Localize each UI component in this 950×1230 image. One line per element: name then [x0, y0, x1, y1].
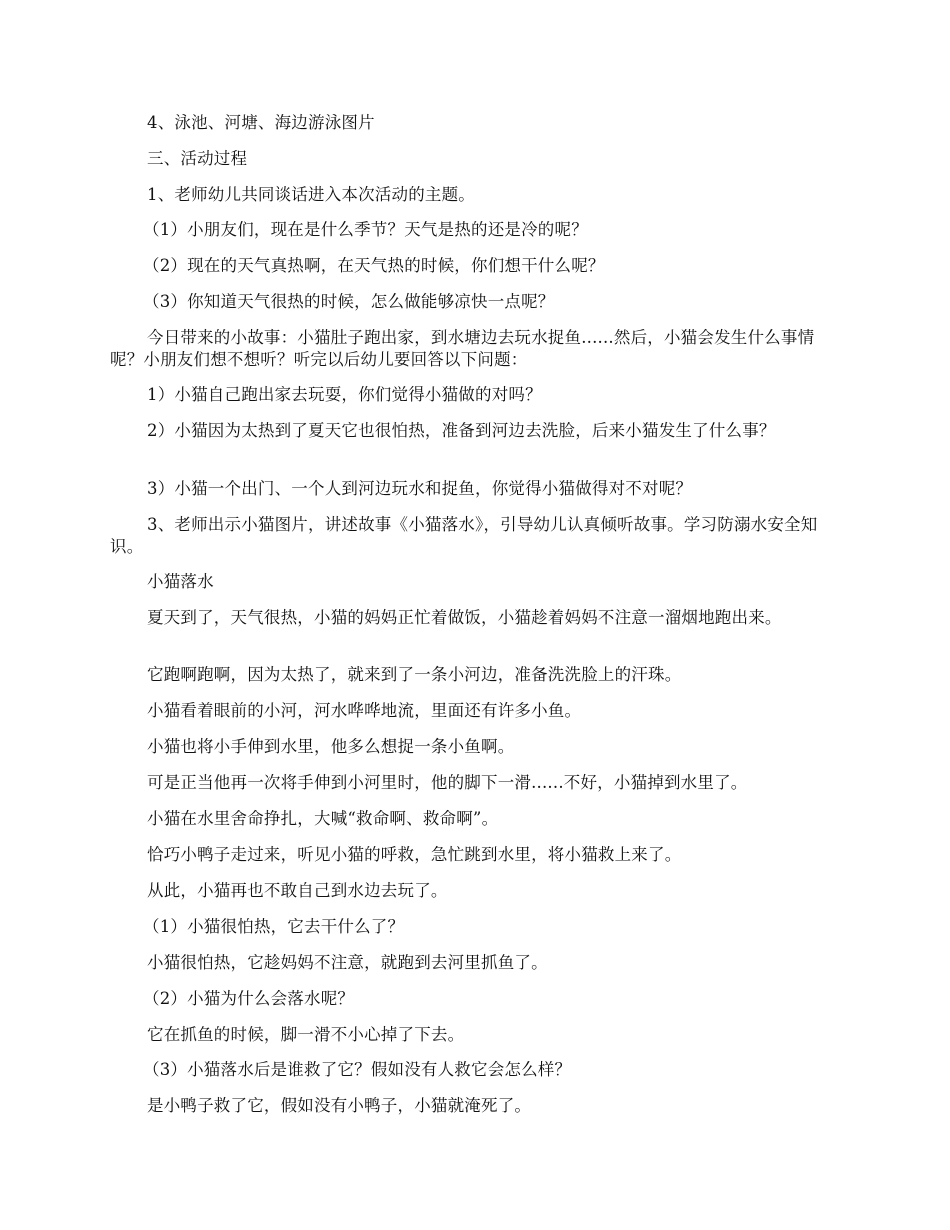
- story-question-1: （1）小猫很怕热，它去干什么了？: [143, 917, 405, 936]
- story-paragraph-3: 小猫看着眼前的小河，河水哗哗地流，里面还有许多小鱼。: [147, 701, 582, 720]
- discussion-question-3: 3）小猫一个出门、一个人到河边玩水和捉鱼，你觉得小猫做得对不对呢？: [147, 479, 693, 498]
- step-1: 1、老师幼儿共同谈话进入本次活动的主题。: [147, 185, 475, 204]
- story-answer-2: 它在抓鱼的时候，脚一滑不小心掉了下去。: [147, 1025, 465, 1044]
- question-2: （2）现在的天气真热啊，在天气热的时候，你们想干什么呢？: [143, 256, 605, 275]
- discussion-question-2: 2）小猫因为太热到了夏天它也很怕热，准备到河边去洗脸，后来小猫发生了什么事？: [147, 421, 776, 440]
- story-answer-1: 小猫很怕热，它趁妈妈不注意，就跑到去河里抓鱼了。: [147, 953, 548, 972]
- material-item-4: 4、泳池、河塘、海边游泳图片: [147, 113, 375, 132]
- section-heading: 三、活动过程: [147, 149, 248, 168]
- step-3-paragraph: 3、老师出示小猫图片，讲述故事《小猫落水》，引导幼儿认真倾听故事。学习防溺水安全知识。: [110, 515, 818, 556]
- story-intro-paragraph: 今日带来的小故事：小猫肚子跑出家，到水塘边去玩水捉鱼......然后，小猫会发生什么事情呢？小朋友们想不想听？听完以后幼儿要回答以下问题：: [110, 328, 815, 369]
- story-paragraph-7: 恰巧小鸭子走过来，听见小猫的呼救，急忙跳到水里，将小猫救上来了。: [147, 845, 682, 864]
- question-1: （1）小朋友们，现在是什么季节？天气是热的还是冷的呢？: [143, 220, 588, 239]
- story-question-3: （3）小猫落水后是谁救了它？假如没有人救它会怎么样？: [143, 1060, 572, 1079]
- story-paragraph-1: 夏天到了，天气很热，小猫的妈妈正忙着做饭，小猫趁着妈妈不注意一溜烟地跑出来。: [147, 608, 782, 627]
- story-answer-3: 是小鸭子救了它，假如没有小鸭子，小猫就淹死了。: [147, 1096, 532, 1115]
- story-title: 小猫落水: [147, 572, 214, 591]
- story-paragraph-6: 小猫在水里舍命挣扎，大喊“救命啊、救命啊”。: [147, 809, 499, 828]
- story-paragraph-5: 可是正当他再一次将手伸到小河里时，他的脚下一滑......不好，小猫掉到水里了。: [147, 773, 748, 792]
- story-paragraph-8: 从此，小猫再也不敢自己到水边去玩了。: [147, 881, 448, 900]
- story-question-2: （2）小猫为什么会落水呢？: [143, 989, 355, 1008]
- story-paragraph-4: 小猫也将小手伸到水里，他多么想捉一条小鱼啊。: [147, 737, 515, 756]
- discussion-question-1: 1）小猫自己跑出家去玩耍，你们觉得小猫做的对吗？: [147, 385, 542, 404]
- question-3: （3）你知道天气很热的时候，怎么做能够凉快一点呢？: [143, 292, 555, 311]
- story-paragraph-2: 它跑啊跑啊，因为太热了，就来到了一条小河边，准备洗洗脸上的汗珠。: [147, 665, 682, 684]
